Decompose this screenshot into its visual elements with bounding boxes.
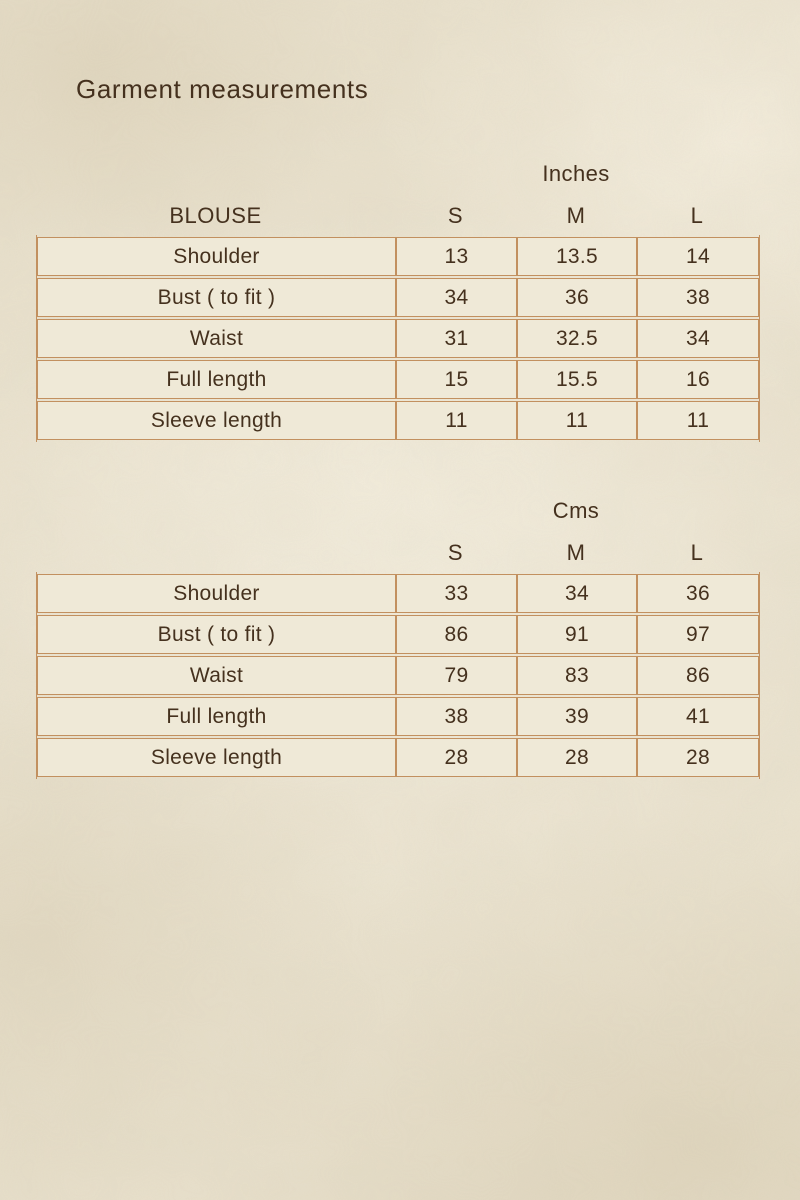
measurement-value: 32.5 — [517, 319, 637, 358]
inches-table — [36, 235, 760, 442]
measurement-value: 79 — [396, 656, 517, 695]
measurement-value: 91 — [517, 615, 637, 654]
measurement-label: Sleeve length — [37, 738, 396, 777]
measurement-value: 36 — [637, 574, 759, 613]
measurement-label: Full length — [37, 360, 396, 399]
measurement-label: Waist — [37, 319, 396, 358]
measurement-label: Sleeve length — [37, 401, 396, 440]
measurement-value: 86 — [396, 615, 517, 654]
measurement-value: 13 — [396, 237, 517, 276]
cms-header-row — [36, 540, 758, 566]
measurement-label: Bust ( to fit ) — [37, 278, 396, 317]
column-header-m: M — [566, 540, 586, 565]
measurement-value: 15.5 — [517, 360, 637, 399]
table-row — [37, 656, 759, 695]
table-row — [37, 574, 759, 613]
measurement-value: 33 — [396, 574, 517, 613]
column-header-blouse: BLOUSE — [169, 203, 262, 228]
table-row — [37, 360, 759, 399]
unit-label-cms: Cms — [552, 498, 600, 523]
table-row — [37, 319, 759, 358]
measurement-label: Waist — [37, 656, 396, 695]
column-header-s: S — [447, 540, 464, 565]
table-row — [37, 278, 759, 317]
measurement-label: Full length — [37, 697, 396, 736]
measurement-value: 97 — [637, 615, 759, 654]
measurement-value: 34 — [517, 574, 637, 613]
measurement-value: 34 — [637, 319, 759, 358]
measurement-value: 14 — [637, 237, 759, 276]
measurement-value: 83 — [517, 656, 637, 695]
measurement-value: 31 — [396, 319, 517, 358]
measurement-value: 41 — [637, 697, 759, 736]
measurement-value: 28 — [517, 738, 637, 777]
measurement-value: 11 — [396, 401, 517, 440]
cms-table — [36, 572, 760, 779]
unit-label-inches: Inches — [542, 161, 610, 186]
table-row — [37, 615, 759, 654]
measurement-label: Shoulder — [37, 237, 396, 276]
page-title: Garment measurements — [76, 74, 369, 104]
measurement-value: 11 — [637, 401, 759, 440]
column-header-empty — [36, 540, 395, 566]
column-header-s: S — [447, 203, 464, 228]
measurement-value: 15 — [396, 360, 517, 399]
measurement-label: Bust ( to fit ) — [37, 615, 396, 654]
table-row — [37, 738, 759, 777]
measurement-value: 38 — [637, 278, 759, 317]
measurement-value: 38 — [396, 697, 517, 736]
measurement-label: Shoulder — [37, 574, 396, 613]
table-row — [37, 237, 759, 276]
measurement-value: 86 — [637, 656, 759, 695]
measurement-value: 34 — [396, 278, 517, 317]
column-header-m: M — [566, 203, 586, 228]
column-header-l: L — [690, 540, 704, 565]
table-row — [37, 697, 759, 736]
measurement-value: 13.5 — [517, 237, 637, 276]
measurement-value: 28 — [396, 738, 517, 777]
measurement-value: 36 — [517, 278, 637, 317]
measurement-value: 16 — [637, 360, 759, 399]
measurement-value: 11 — [517, 401, 637, 440]
inches-header-row — [36, 203, 758, 229]
table-row — [37, 401, 759, 440]
measurement-value: 39 — [517, 697, 637, 736]
measurement-value: 28 — [637, 738, 759, 777]
column-header-l: L — [690, 203, 704, 228]
